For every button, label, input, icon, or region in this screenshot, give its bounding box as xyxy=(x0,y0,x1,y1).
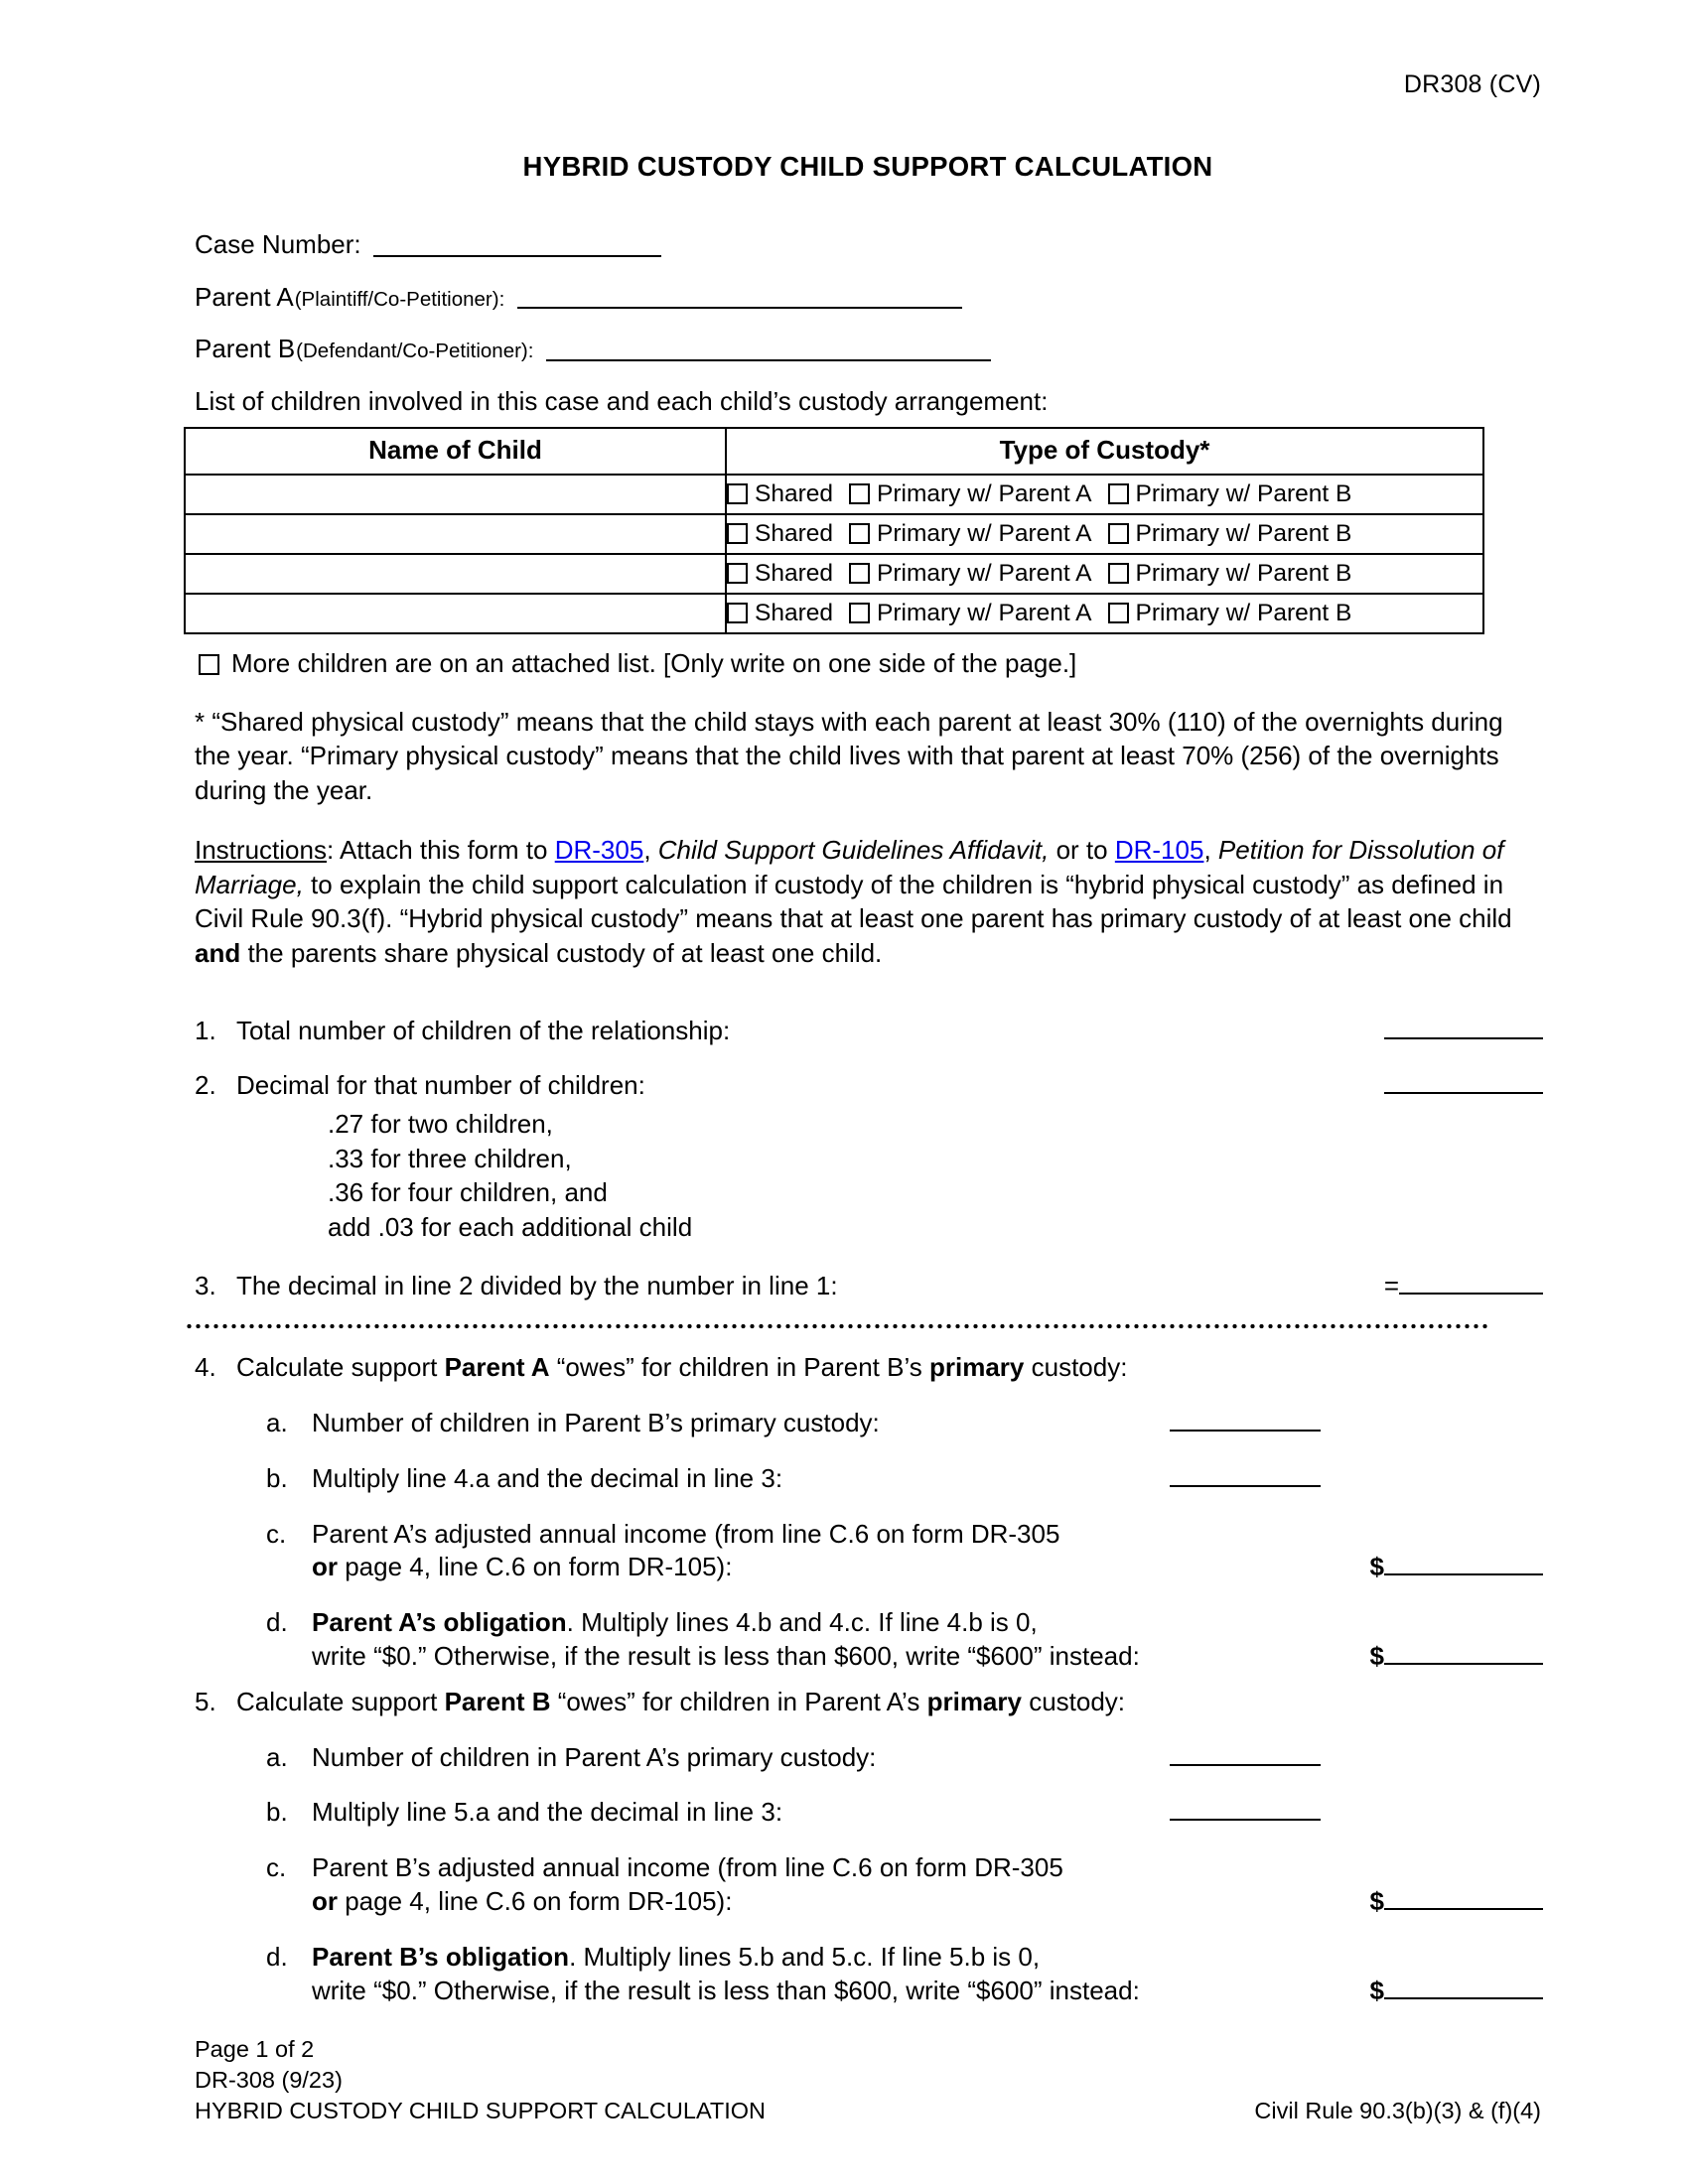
line-4c-currency-symbol: $ xyxy=(1369,1552,1384,1582)
line-5-lead-pre: Calculate support xyxy=(236,1686,445,1716)
footer-form-revision: DR-308 (9/23) xyxy=(195,2066,343,2093)
line-4b-input[interactable] xyxy=(1170,1485,1321,1487)
custody-option-label: Primary w/ Parent B xyxy=(1135,600,1352,626)
line-4d-letter: d. xyxy=(266,1607,288,1638)
custody-option-label: Primary w/ Parent B xyxy=(1135,480,1352,507)
checkbox-icon[interactable] xyxy=(727,603,748,623)
custody-type-cell xyxy=(726,554,1483,594)
line-5-lead-post: custody: xyxy=(1021,1686,1126,1716)
line-4c-line1: Parent A’s adjusted annual income (from line C.6 on form DR-305 xyxy=(312,1518,1060,1549)
line-1-label: Total number of children of the relationship: xyxy=(236,1015,731,1045)
line-4d-obligation-label: Parent A’s obligation xyxy=(312,1607,567,1638)
line-item-5b xyxy=(266,1796,1541,1830)
checkbox-icon[interactable] xyxy=(849,483,870,504)
line-5d-line1: . Multiply lines 5.b and 5.c. If line 5.b is 0, xyxy=(569,1941,1041,1972)
line-4-lead-mid: “owes” for children in Parent B’s xyxy=(549,1352,929,1383)
line-5d-line2: write “$0.” Otherwise, if the result is less than $600, write “$600” instead: xyxy=(312,1975,1140,2005)
custody-option-primary-parent-b[interactable] xyxy=(1108,560,1352,588)
line-item-3 xyxy=(195,1270,1541,1303)
line-5b-letter: b. xyxy=(266,1797,288,1828)
line-4d-input[interactable] xyxy=(1384,1663,1543,1665)
custody-type-cell xyxy=(726,514,1483,554)
child-name-input[interactable] xyxy=(185,475,726,514)
line-5d-input[interactable] xyxy=(1384,1997,1543,1999)
child-name-input[interactable] xyxy=(185,514,726,554)
section-divider xyxy=(185,1321,1491,1331)
custody-type-cell xyxy=(726,475,1483,514)
dr-305-title: Child Support Guidelines Affidavit, xyxy=(657,835,1050,866)
instructions-seg1: : Attach this form to xyxy=(326,835,555,866)
line-4-primary: primary xyxy=(929,1352,1025,1383)
footer-page-number: Page 1 of 2 xyxy=(195,2035,315,2062)
custody-option-primary-parent-a[interactable] xyxy=(849,520,1091,548)
parent-a-label: Parent A xyxy=(195,281,294,312)
line-5-lead-mid: “owes” for children in Parent A’s xyxy=(550,1686,927,1716)
case-number-label: Case Number: xyxy=(195,229,361,259)
line-1-number: 1. xyxy=(195,1015,216,1045)
line-4a-label: Number of children in Parent B’s primary custody: xyxy=(312,1408,880,1438)
decimal-option-additional: add .03 for each additional child xyxy=(328,1211,693,1242)
line-5c-line2: page 4, line C.6 on form DR-105): xyxy=(338,1886,733,1917)
line-4d-line1: . Multiply lines 4.b and 4.c. If line 4.b is 0, xyxy=(566,1607,1038,1638)
line-1-input[interactable] xyxy=(1384,1037,1543,1039)
line-4c-letter: c. xyxy=(266,1518,287,1549)
line-2-input[interactable] xyxy=(1384,1092,1543,1094)
decimal-option-four: .36 for four children, and xyxy=(328,1177,608,1208)
custody-option-label: Shared xyxy=(755,520,834,547)
children-list-lead: List of children involved in this case and each child’s custody arrangement: xyxy=(195,385,1049,416)
parent-b-sublabel: (Defendant/Co-Petitioner): xyxy=(296,340,534,362)
instructions-bold-and: and xyxy=(195,937,241,968)
line-item-5c xyxy=(266,1851,1541,1919)
custody-option-label: Primary w/ Parent A xyxy=(877,480,1092,507)
custody-option-primary-parent-b[interactable] xyxy=(1108,600,1352,627)
line-2-label: Decimal for that number of children: xyxy=(236,1070,645,1101)
line-item-5a xyxy=(266,1741,1541,1775)
checkbox-icon[interactable] xyxy=(1108,483,1129,504)
parent-a-input[interactable] xyxy=(517,307,962,309)
custody-option-primary-parent-b[interactable] xyxy=(1108,480,1352,508)
line-4-lead-post: custody: xyxy=(1024,1352,1128,1383)
parent-a-row xyxy=(195,281,1541,314)
line-5c-input[interactable] xyxy=(1384,1908,1543,1910)
custody-option-label: Primary w/ Parent B xyxy=(1135,520,1352,547)
line-5-parent-b: Parent B xyxy=(444,1686,551,1716)
dr-105-link[interactable]: DR-105 xyxy=(1114,835,1204,866)
instructions-seg6: the parents share physical custody of at least one child. xyxy=(240,937,883,968)
page-footer xyxy=(195,2034,1541,2126)
custody-option-label: Shared xyxy=(755,560,834,587)
table-header-row xyxy=(185,428,1483,475)
more-children-row[interactable] xyxy=(199,647,1541,680)
table-row xyxy=(185,514,1483,554)
line-4-number: 4. xyxy=(195,1352,216,1383)
custody-option-shared[interactable] xyxy=(727,600,833,627)
line-4d-line2: write “$0.” Otherwise, if the result is less than $600, write “$600” instead: xyxy=(312,1641,1140,1672)
case-number-input[interactable] xyxy=(373,255,661,257)
line-3-label: The decimal in line 2 divided by the number in line 1: xyxy=(236,1271,838,1301)
line-4c-or: or xyxy=(312,1552,338,1582)
line-5-number: 5. xyxy=(195,1686,216,1716)
line-3-number: 3. xyxy=(195,1271,216,1301)
line-3-input[interactable] xyxy=(1399,1293,1543,1295)
line-5c-currency-symbol: $ xyxy=(1369,1886,1384,1917)
checkbox-icon[interactable] xyxy=(727,523,748,544)
instructions-paragraph xyxy=(195,833,1541,970)
parent-a-sublabel: (Plaintiff/Co-Petitioner): xyxy=(294,287,505,311)
form-code: DR308 (CV) xyxy=(1403,70,1541,98)
line-5-primary: primary xyxy=(926,1686,1022,1716)
parent-b-label: Parent B xyxy=(195,334,296,363)
line-5d-currency-symbol: $ xyxy=(1369,1975,1384,2005)
custody-option-shared[interactable] xyxy=(727,480,833,508)
line-4b-label: Multiply line 4.a and the decimal in line 3: xyxy=(312,1462,783,1493)
line-4d-currency-symbol: $ xyxy=(1369,1641,1384,1672)
line-item-4d xyxy=(266,1606,1541,1674)
custody-option-primary-parent-b[interactable] xyxy=(1108,520,1352,548)
custody-option-primary-parent-a[interactable] xyxy=(849,480,1091,508)
decimal-option-two: .27 for two children, xyxy=(328,1109,553,1140)
line-4c-line2: page 4, line C.6 on form DR-105): xyxy=(338,1552,733,1582)
custody-option-label: Primary w/ Parent A xyxy=(877,560,1092,587)
case-number-row xyxy=(195,228,1541,261)
child-name-input[interactable] xyxy=(185,594,726,633)
line-4a-input[interactable] xyxy=(1170,1430,1321,1432)
line-3-equals-sign: = xyxy=(1383,1271,1399,1301)
line-item-1 xyxy=(195,1015,1541,1048)
custody-option-shared[interactable] xyxy=(727,520,833,548)
custody-option-label: Shared xyxy=(755,480,834,507)
line-4-parent-a: Parent A xyxy=(444,1352,550,1383)
line-4a-letter: a. xyxy=(266,1408,288,1438)
table-row xyxy=(185,594,1483,633)
more-children-label: More children are on an attached list. [Only write on one side of the page.] xyxy=(231,648,1077,678)
instructions-seg4: , xyxy=(1203,835,1218,866)
checkbox-icon[interactable] xyxy=(727,483,748,504)
line-5a-letter: a. xyxy=(266,1741,288,1772)
custody-option-label: Primary w/ Parent A xyxy=(877,520,1092,547)
custody-option-label: Primary w/ Parent A xyxy=(877,600,1092,626)
line-5c-or: or xyxy=(312,1886,338,1917)
line-5c-letter: c. xyxy=(266,1852,287,1883)
checkbox-icon[interactable] xyxy=(1108,523,1129,544)
line-5d-obligation-label: Parent B’s obligation xyxy=(312,1941,570,1972)
line-4b-letter: b. xyxy=(266,1462,288,1493)
line-4c-input[interactable] xyxy=(1384,1573,1543,1575)
dr-305-link[interactable]: DR-305 xyxy=(554,835,644,866)
checkbox-icon[interactable] xyxy=(849,603,870,623)
instructions-heading: Instructions xyxy=(195,835,327,866)
table-row xyxy=(185,554,1483,594)
custody-option-label: Shared xyxy=(755,600,834,626)
footer-form-title: HYBRID CUSTODY CHILD SUPPORT CALCULATION xyxy=(195,2097,767,2123)
line-item-2 xyxy=(195,1069,1541,1244)
decimal-option-three: .33 for three children, xyxy=(328,1143,572,1173)
child-name-input[interactable] xyxy=(185,554,726,594)
instructions-seg5: to explain the child support calculation if custody of the children is “hybrid physical custody” as defined in Civil Rule 90.3(f). “Hybrid physical custody” means that at least one parent has primary custody of at least one child xyxy=(195,869,1512,934)
dr-105-title: Petition for Dissolution of Marriage, xyxy=(195,835,1504,899)
line-5d-letter: d. xyxy=(266,1941,288,1972)
custody-option-shared[interactable] xyxy=(727,560,833,588)
line-item-4 xyxy=(195,1351,1541,1385)
checkbox-icon[interactable] xyxy=(1108,603,1129,623)
checkbox-icon[interactable] xyxy=(849,563,870,584)
line-item-5d xyxy=(266,1941,1541,2008)
line-5a-label: Number of children in Parent A’s primary custody: xyxy=(312,1741,877,1772)
line-2-number: 2. xyxy=(195,1070,216,1101)
line-5b-label: Multiply line 5.a and the decimal in line 3: xyxy=(312,1797,783,1828)
line-item-4b xyxy=(266,1462,1541,1496)
instructions-seg2: , xyxy=(643,835,658,866)
line-item-4c xyxy=(266,1518,1541,1585)
line-5c-line1: Parent B’s adjusted annual income (from line C.6 on form DR-305 xyxy=(312,1852,1063,1883)
custody-option-primary-parent-a[interactable] xyxy=(849,560,1091,588)
custody-option-label: Primary w/ Parent B xyxy=(1135,560,1352,587)
column-header-name: Name of Child xyxy=(185,428,726,475)
parent-b-input[interactable] xyxy=(546,359,991,361)
page-title: HYBRID CUSTODY CHILD SUPPORT CALCULATION xyxy=(522,151,1213,182)
custody-table xyxy=(184,427,1484,634)
more-children-checkbox[interactable] xyxy=(199,654,219,675)
checkbox-icon[interactable] xyxy=(727,563,748,584)
line-5b-input[interactable] xyxy=(1170,1819,1321,1821)
parent-b-row xyxy=(195,333,1541,365)
line-5a-input[interactable] xyxy=(1170,1764,1321,1766)
line-item-4a xyxy=(266,1407,1541,1440)
line-item-5 xyxy=(195,1686,1541,1719)
custody-definition-note: * “Shared physical custody” means that the child stays with each parent at least 30% (110) of the overnights during the year. “Primary physical custody” means that the child lives with that parent at least 70% (256) of the overnights during the year. xyxy=(195,706,1503,805)
footer-civil-rule: Civil Rule 90.3(b)(3) & (f)(4) xyxy=(1254,2097,1541,2123)
checkbox-icon[interactable] xyxy=(1108,563,1129,584)
custody-option-primary-parent-a[interactable] xyxy=(849,600,1091,627)
column-header-custody: Type of Custody* xyxy=(726,428,1483,475)
custody-type-cell xyxy=(726,594,1483,633)
checkbox-icon[interactable] xyxy=(849,523,870,544)
instructions-seg3: or to xyxy=(1049,835,1115,866)
line-4-lead-pre: Calculate support xyxy=(236,1352,445,1383)
table-row xyxy=(185,475,1483,514)
